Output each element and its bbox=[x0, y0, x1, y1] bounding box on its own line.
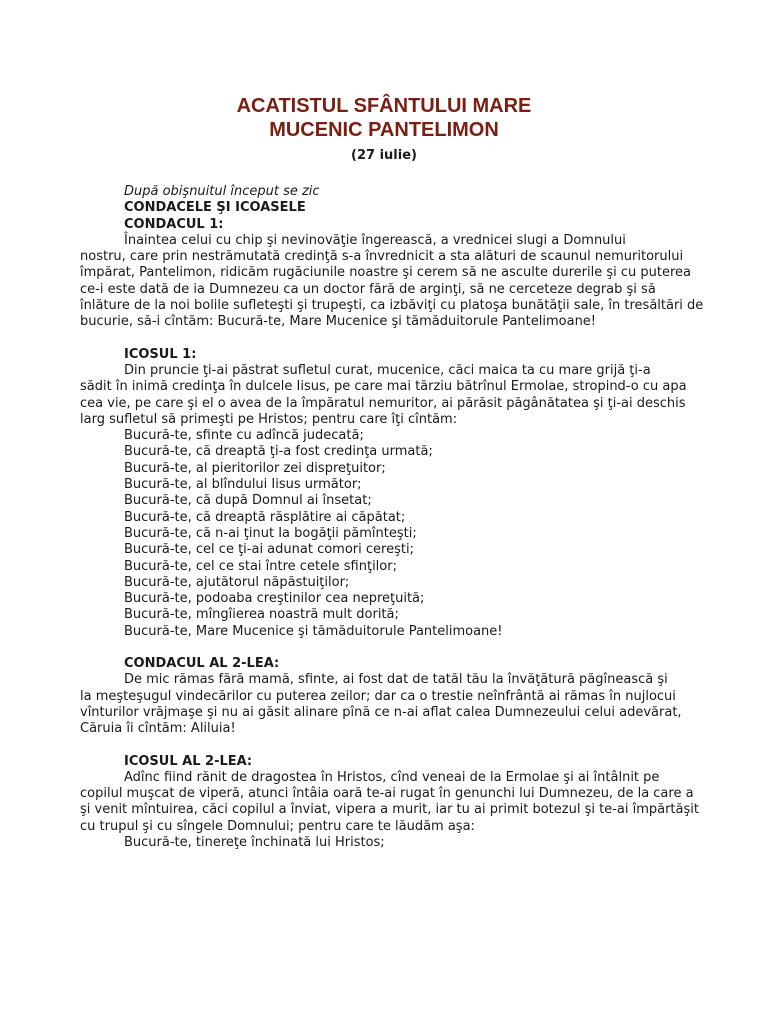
condac-2 bbox=[80, 656, 708, 737]
document-body bbox=[80, 184, 708, 851]
icos-2-first-line: Adînc fiind rănit de dragostea în Hristos, cînd veneai de la Ermolae şi ai întâlnit pe bbox=[124, 769, 660, 785]
salutation-line: Bucură-te, sfinte cu adîncă judecată; bbox=[124, 428, 364, 444]
salutation-line: Bucură-te, cel ce stai între cetele sfinţilor; bbox=[124, 558, 397, 574]
feast-date: (27 iulie) bbox=[351, 148, 417, 163]
salutation-line: Bucură-te, că dreaptă ţi-a fost credinţa urmată; bbox=[124, 444, 433, 460]
salutation-line: Bucură-te, podoaba creştinilor cea nepreţuită; bbox=[124, 591, 425, 607]
salutation-line: Bucură-te, ajutătorul năpăstuiţilor; bbox=[124, 574, 350, 590]
condac-2-heading: CONDACUL AL 2-LEA: bbox=[124, 656, 280, 672]
salutation-line: Bucură-te, mîngîierea noastră mult dorită; bbox=[124, 607, 399, 623]
icos-1-first-line: Din pruncie ţi-ai păstrat sufletul curat, mucenice, căci maica ta cu mare grijă ţi-a bbox=[124, 362, 651, 378]
icos-1-heading: ICOSUL 1: bbox=[124, 346, 197, 362]
condac-2-text: la meşteşugul vindecărilor cu puterea zeilor; dar ca o trestie neînfrântă ai rămas în nujlocui vînturilor vrăjmaşe şi nu ai găsit alinare pînă ce n-ai aflat calea Dumnezeului celui adevărat, Căruia îi cîntăm: Aliluia! bbox=[80, 688, 682, 737]
salutation-line: Bucură-te, că dreaptă răsplătire ai căpătat; bbox=[124, 509, 406, 525]
icos-2-heading: ICOSUL AL 2-LEA: bbox=[124, 753, 253, 769]
condac-2-first-line: De mic rămas fără mamă, sfinte, ai fost dat de tatăl tău la învăţătură păgînească şi bbox=[124, 672, 668, 688]
icos-1-salutations bbox=[80, 428, 708, 640]
icos-1 bbox=[80, 347, 708, 640]
salutation-line: Bucură-te, că n-ai ţinut Ia bogăţii pămînteşti; bbox=[124, 525, 417, 541]
icos-1-text: sădit în inimă credinţa în dulcele Iisus, pe care mai tărziu bătrînul Ermolae, stropind-o cu apa cea vie, pe care şi el o avea de la împăratul nemuritor, ai părăsit păgânătatea şi ţi-ai deschis larg sufletul să primeşti pe Hristos; pentru care îţi cîntăm: bbox=[80, 379, 687, 427]
title-line-2: MUCENIC PANTELIMON bbox=[269, 119, 499, 141]
condac-1-text: nostru, care prin nestrămutată credinţă s-a învrednicit a sta alături de scaunul nemuritorului împărat, Pantelimon, ridicăm rugăciunile noastre şi cerem să ne asculte durerile şi cu puterea ce-i este dată de ia Dumnezeu ca un doctor fără de arginţi, să ne cerceteze degrab şi să înlăture de la noi bolile sufleteşti şi trupeşti, ca izbăviţi cu platoşa bunătăţii sale, în tresăltări de bucurie, să-i cîntăm: Bucură-te, Mare Mucenice şi tămăduitorule Pantelimoane! bbox=[80, 249, 704, 330]
salutation-line: Bucură-te, că după Domnul ai însetat; bbox=[124, 493, 372, 509]
salutation-line: Bucură-te, cel ce ţi-ai adunat comori cereşti; bbox=[124, 542, 414, 558]
salutation-line: Bucură-te, al blîndului Iisus următor; bbox=[124, 477, 362, 493]
icos-2-salutation: Bucură-te, tinereţe închinată lui Hristos; bbox=[124, 834, 385, 850]
condac-1-heading: CONDACUL 1: bbox=[124, 216, 224, 232]
salutation-line: Bucură-te, Mare Mucenice şi tămăduitorule Pantelimoane! bbox=[124, 623, 503, 639]
section-heading: CONDACELE ŞI ICOASELE bbox=[124, 200, 306, 216]
icos-2-text: copilul muşcat de viperă, atunci întâia oară te-ai rugat în genunchi lui Dumnezeu, de la care a şi venit mîntuirea, căci copilul a înviat, vipera a murit, iar tu ai primit botezul şi te-ai împărtăşit cu trupul şi cu sîngele Domnului; pentru care te lăudăm aşa: bbox=[80, 786, 699, 834]
condac-1-first-line: Înaintea celui cu chip şi nevinovăţie îngerească, a vrednicei slugi a Domnului bbox=[124, 232, 626, 248]
salutation-line: Bucură-te, al pieritorilor zei dispreţuitor; bbox=[124, 460, 386, 476]
condac-1 bbox=[80, 217, 708, 331]
title-line-1: ACATISTUL SFÂNTULUI MARE bbox=[236, 95, 532, 117]
icos-2 bbox=[80, 754, 708, 852]
intro-text: După obişnuitul început se zic bbox=[124, 184, 320, 199]
